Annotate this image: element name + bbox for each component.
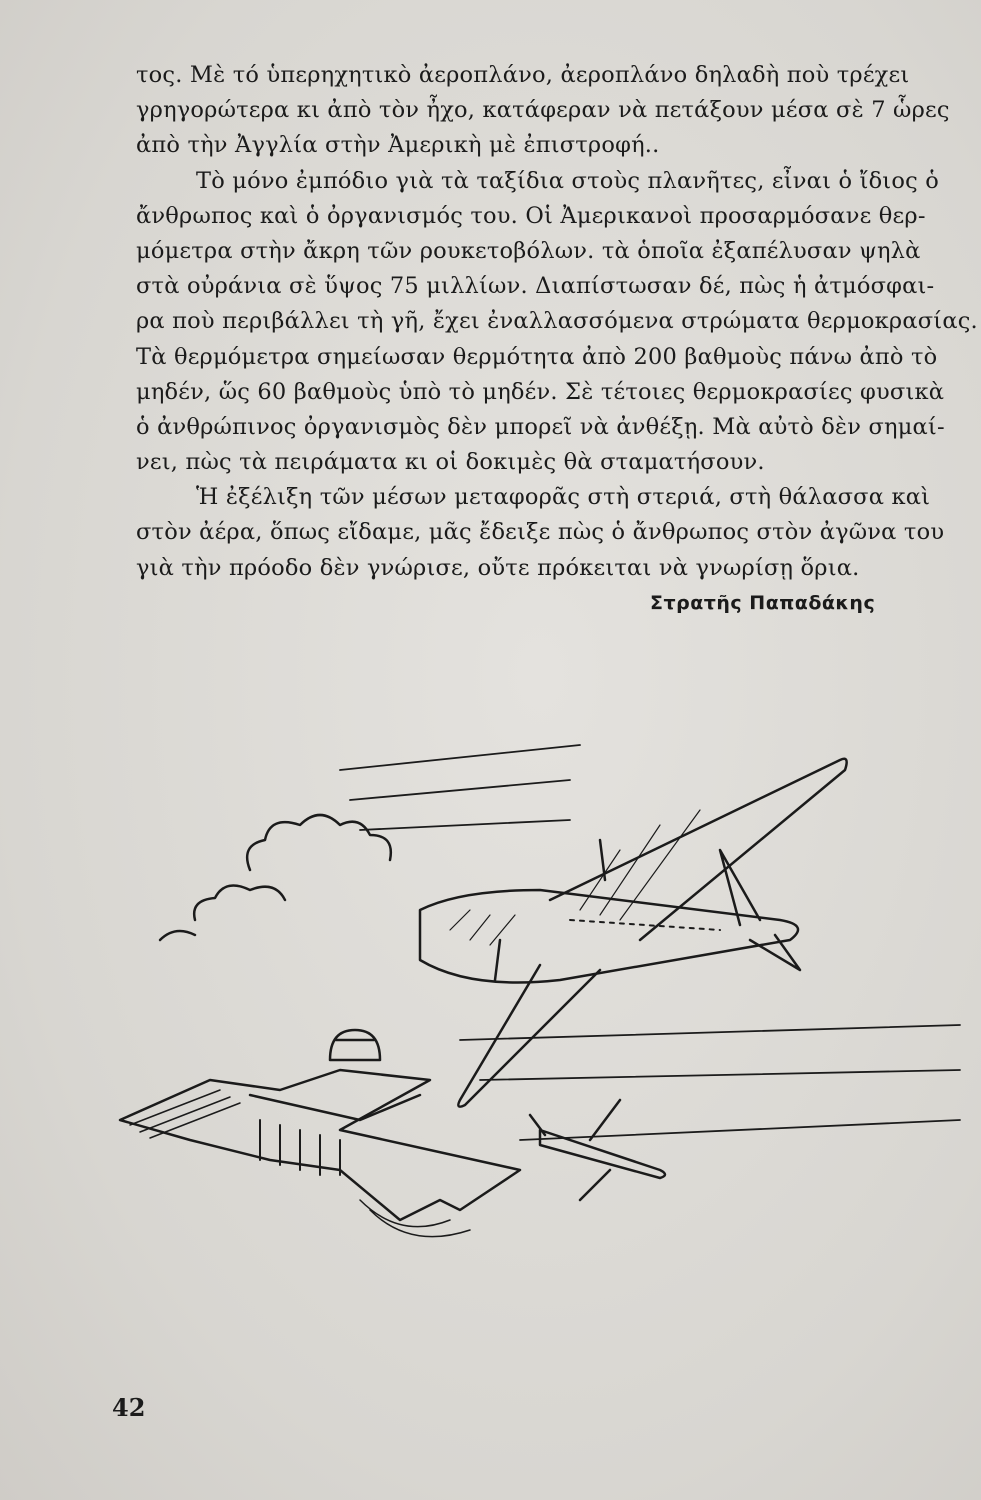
text-line: Ἡ ἐξέλιξη τῶν μέσων μεταφορᾶς στὴ στεριά, στὴ θάλασσα καὶ — [196, 484, 931, 511]
text-line: στὰ οὐράνια σὲ ὕψος 75 μιλλίων. Διαπίστωσαν δέ, πὼς ἡ ἀτμόσφαι- — [136, 273, 935, 300]
text-line: Τὰ θερμόμετρα σημείωσαν θερμότητα ἀπὸ 200 βαθμοὺς πάνω ἀπὸ τὸ — [136, 343, 938, 370]
article-text — [136, 58, 976, 586]
large-airplane-drawing — [420, 890, 798, 983]
text-line: Τὸ μόνο ἐμπόδιο γιὰ τὰ ταξίδια στοὺς πλανῆτες, εἶναι ὁ ἴδιος ὁ — [196, 167, 939, 194]
cloud-drawing — [194, 886, 285, 921]
author-signature: Στρατῆς Παπαδάκης — [650, 592, 876, 614]
text-line: τος. Μὲ τό ὑπερηχητικὸ ἀεροπλάνο, ἀεροπλάνο δηλαδὴ ποὺ τρέχει — [136, 62, 910, 88]
airport-airplane-illustration — [100, 740, 980, 1340]
text-line: μόμετρα στὴν ἄκρη τῶν ρουκετοβόλων. τὰ ὁποῖα ἐξαπέλυσαν ψηλὰ — [136, 237, 921, 264]
text-line: νει, πὼς τὰ πειράματα κι οἱ δοκιμὲς θὰ σταματήσουν. — [136, 449, 765, 476]
page-number: 42 — [112, 1393, 146, 1422]
text-line: μηδέν, ὥς 60 βαθμοὺς ὑπὸ τὸ μηδέν. Σὲ τέτοιες θερμοκρασίες φυσικὰ — [136, 378, 945, 405]
text-line: στὸν ἀέρα, ὅπως εἴδαμε, μᾶς ἔδειξε πὼς ὁ ἄνθρωπος στὸν ἀγῶνα του — [136, 519, 945, 546]
text-line: ἄνθρωπος καὶ ὁ ὀργανισμός του. Οἱ Ἀμερικανοὶ προσαρμόσανε θερ- — [136, 202, 926, 229]
text-line: γιὰ τὴν πρόοδο δὲν γνώρισε, οὔτε πρόκειται νὰ γνωρίσῃ ὅρια. — [136, 554, 860, 581]
text-line: γρηγορώτερα κι ἀπὸ τὸν ἦχο, κατάφεραν νὰ πετάξουν μέσα σὲ 7 ὧρες — [136, 97, 950, 124]
text-line: ρα ποὺ περιβάλλει τὴ γῆ, ἔχει ἐναλλασσόμενα στρώματα θερμοκρασίας. — [136, 308, 978, 335]
cloud-drawing — [247, 815, 391, 870]
text-line: ἀπὸ τὴν Ἀγγλία στὴν Ἀμερικὴ μὲ ἐπιστροφή.. — [136, 132, 660, 159]
small-airplane-drawing — [530, 1100, 665, 1200]
text-line: ὁ ἀνθρώπινος ὀργανισμὸς δὲν μπορεῖ νὰ ἀνθέξῃ. Μὰ αὐτὸ δὲν σημαί- — [136, 413, 945, 440]
